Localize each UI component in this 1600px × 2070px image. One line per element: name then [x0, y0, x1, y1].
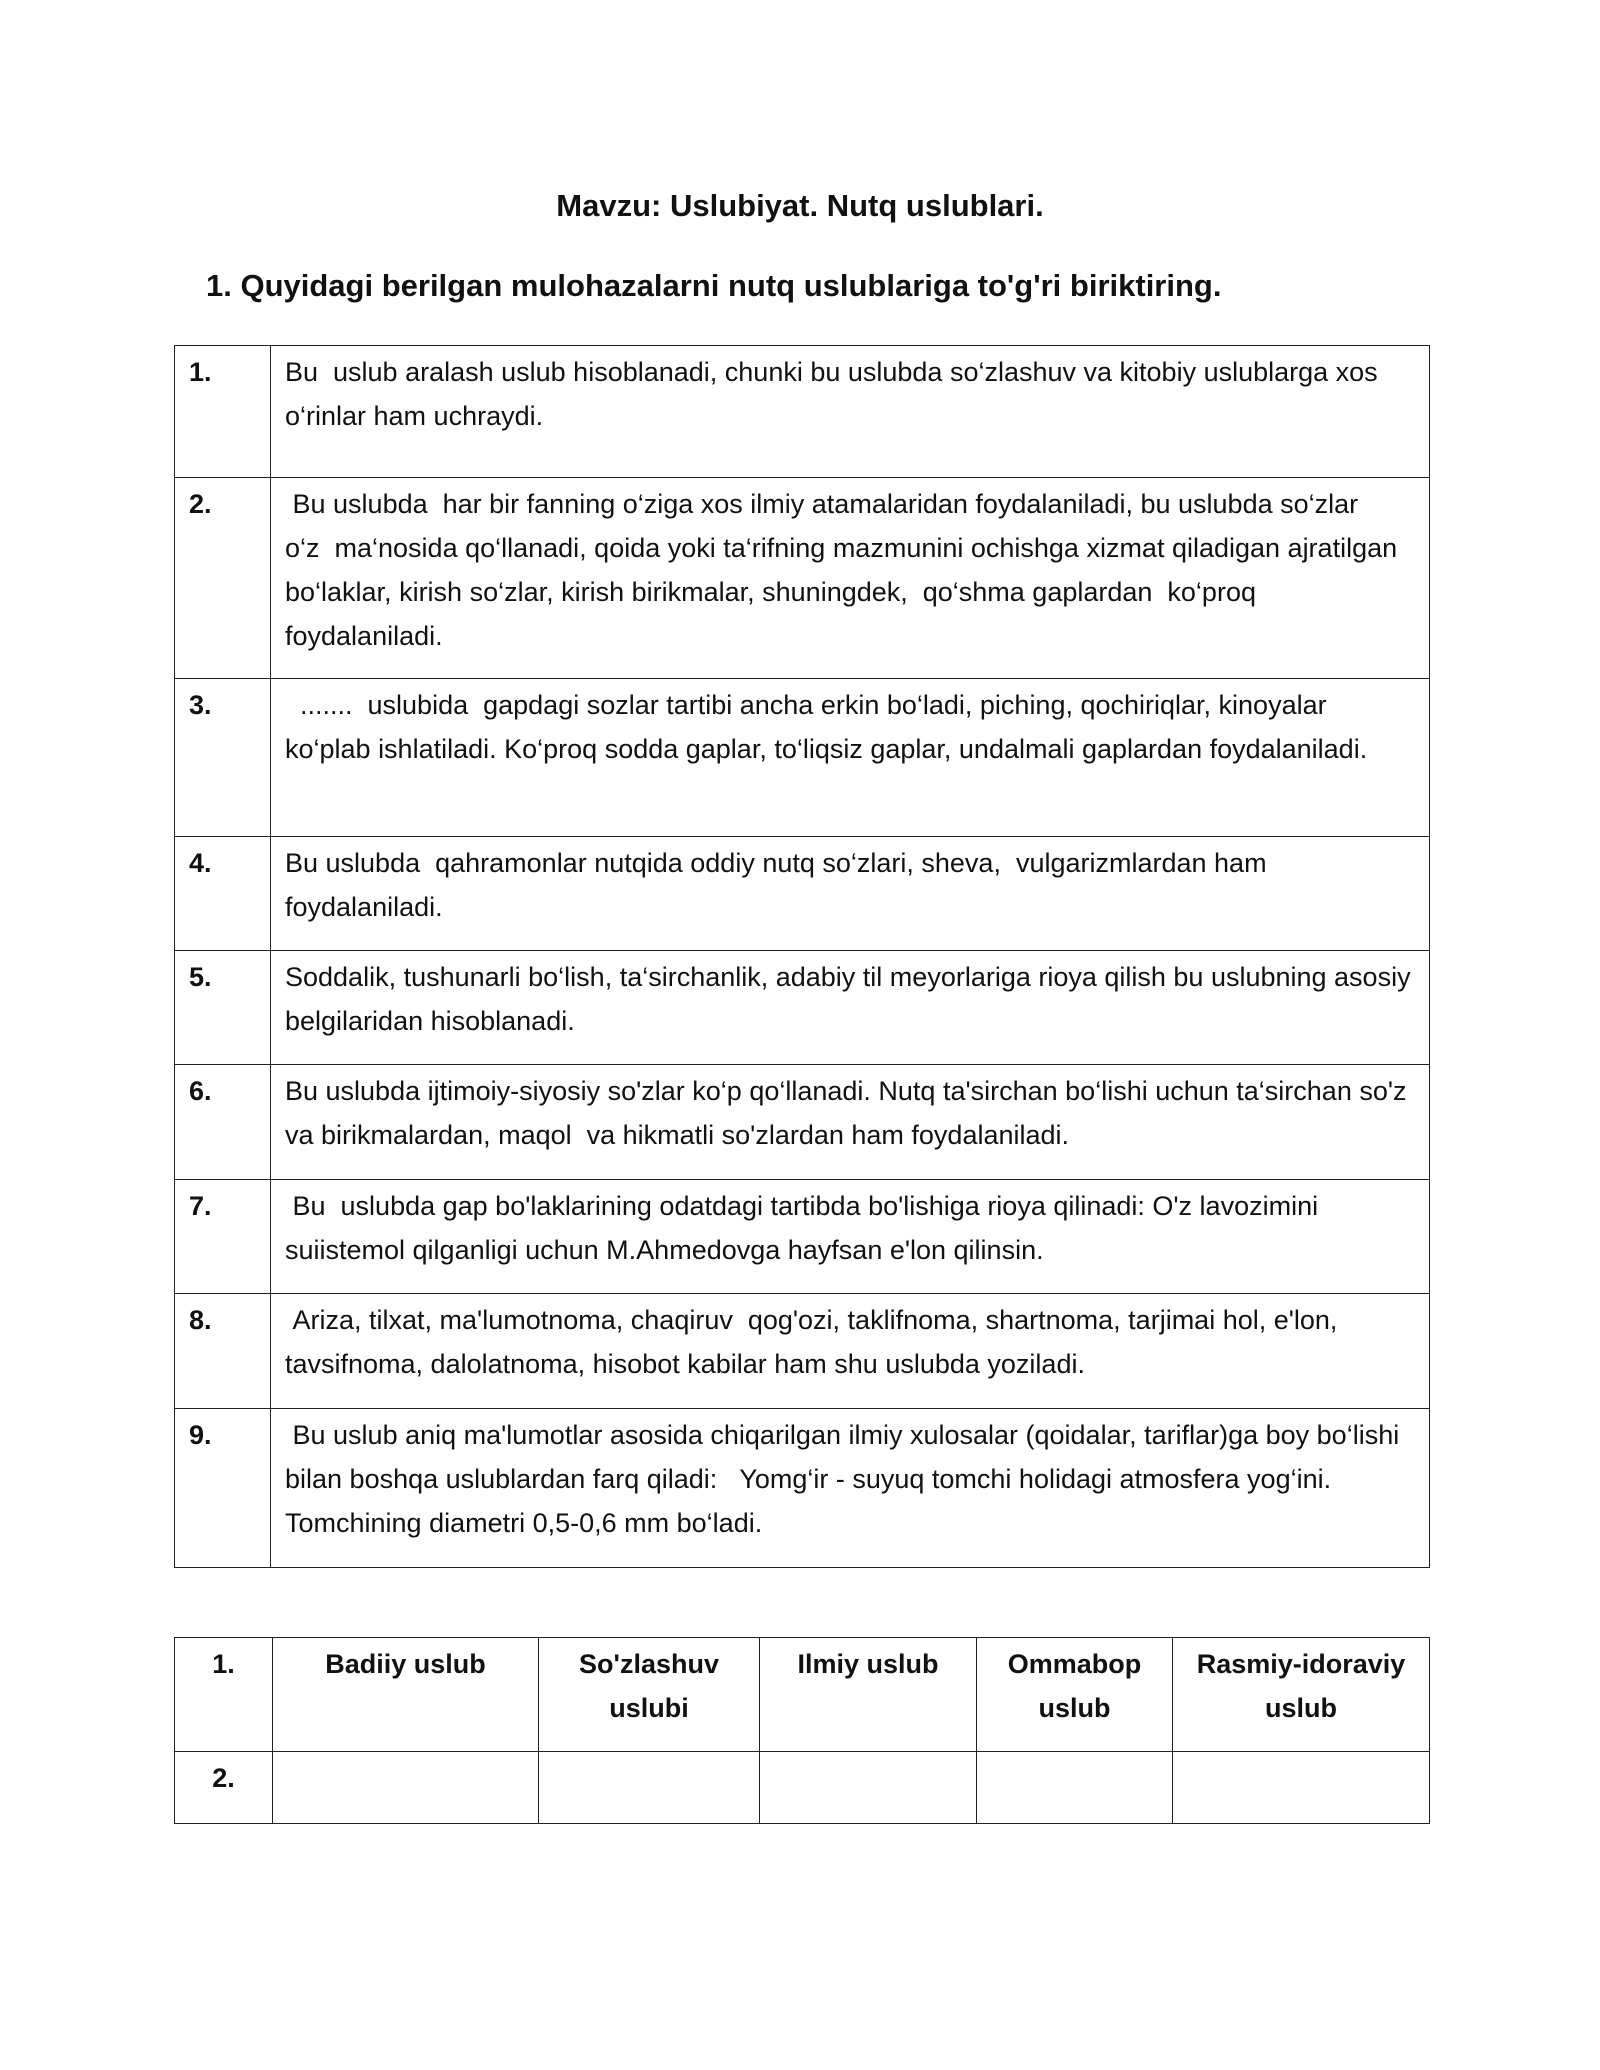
statement-text: Ariza, tilxat, ma'lumotnoma, chaqiruv qog'ozi, taklifnoma, shartnoma, tarjimai hol, e'lon, tavsifnoma, dalolatnoma, hisobot kabilar ham shu uslubda yoziladi.: [271, 1294, 1430, 1409]
answer-cell[interactable]: [977, 1752, 1173, 1824]
statement-text: Bu uslubda gap bo'laklarining odatdagi tartibda bo'lishiga rioya qilinadi: O'z lavozimini suiistemol qilganligi uchun M.Ahmedovga hayfsan e'lon qilinsin.: [271, 1180, 1430, 1294]
table-row: [175, 1752, 1430, 1824]
row-number: 4.: [175, 837, 271, 951]
style-header-ommabop: Ommabop uslub: [977, 1638, 1173, 1752]
answer-table: [174, 1637, 1430, 1824]
row-number: 7.: [175, 1180, 271, 1294]
table-row: [175, 478, 1430, 679]
table-row: [175, 1294, 1430, 1409]
statement-text: ....... uslubida gapdagi sozlar tartibi ancha erkin bo‘ladi, piching, qochiriqlar, kinoyalar ko‘plab ishlatiladi. Ko‘proq sodda gaplar, to‘liqsiz gaplar, undalmali gaplardan foydalaniladi.: [271, 679, 1430, 837]
answer-cell[interactable]: [1173, 1752, 1430, 1824]
statement-text: Bu uslub aniq ma'lumotlar asosida chiqarilgan ilmiy xulosalar (qoidalar, tariflar)ga boy bo‘lishi bilan boshqa uslublardan farq qiladi: Yomg‘ir - suyuq tomchi holidagi atmosfera yog‘ini. Tomchining diametri 0,5-0,6 mm bo‘ladi.: [271, 1409, 1430, 1568]
table-row: [175, 679, 1430, 837]
table-row: [175, 837, 1430, 951]
page-title: Mavzu: Uslubiyat. Nutq uslublari.: [556, 188, 1044, 223]
statement-text: Bu uslub aralash uslub hisoblanadi, chunki bu uslubda so‘zlashuv va kitobiy uslublarga xos o‘rinlar ham uchraydi.: [271, 346, 1430, 478]
table-row: [175, 1065, 1430, 1180]
statement-text: Soddalik, tushunarli bo‘lish, ta‘sirchanlik, adabiy til meyorlariga rioya qilish bu uslubning asosiy belgilaridan hisoblanadi.: [271, 951, 1430, 1065]
row-number: 5.: [175, 951, 271, 1065]
row-number: 2.: [175, 478, 271, 679]
table-row: [175, 1180, 1430, 1294]
task-instruction: 1. Quyidagi berilgan mulohazalarni nutq uslublariga to'g'ri biriktiring.: [206, 268, 1222, 303]
row-number: 2.: [175, 1752, 273, 1824]
table-row: [175, 1409, 1430, 1568]
style-header-sozlashuv: So'zlashuv uslubi: [539, 1638, 760, 1752]
row-number: 3.: [175, 679, 271, 837]
style-header-badiiy: Badiiy uslub: [273, 1638, 539, 1752]
table-row: [175, 346, 1430, 478]
style-header-rasmiy-idoraviy: Rasmiy-idoraviy uslub: [1173, 1638, 1430, 1752]
row-number: 1.: [175, 346, 271, 478]
row-number: 8.: [175, 1294, 271, 1409]
statement-text: Bu uslubda ijtimoiy-siyosiy so'zlar ko‘p qo‘llanadi. Nutq ta'sirchan bo‘lishi uchun ta‘sirchan so'z va birikmalardan, maqol va hikmatli so'zlardan ham foydalaniladi.: [271, 1065, 1430, 1180]
row-number: 6.: [175, 1065, 271, 1180]
row-number: 1.: [175, 1638, 273, 1752]
answer-cell[interactable]: [273, 1752, 539, 1824]
row-number: 9.: [175, 1409, 271, 1568]
statement-text: Bu uslubda har bir fanning o‘ziga xos ilmiy atamalaridan foydalaniladi, bu uslubda so‘zlar o‘z ma‘nosida qo‘llanadi, qoida yoki ta‘rifning mazmunini ochishga xizmat qiladigan ajratilgan bo‘laklar, kirish so‘zlar, kirish birikmalar, shuningdek, qo‘shma gaplardan ko‘proq foydalaniladi.: [271, 478, 1430, 679]
statements-table: [174, 345, 1430, 1568]
style-header-ilmiy: Ilmiy uslub: [760, 1638, 977, 1752]
answer-cell[interactable]: [760, 1752, 977, 1824]
answer-cell[interactable]: [539, 1752, 760, 1824]
statement-text: Bu uslubda qahramonlar nutqida oddiy nutq so‘zlari, sheva, vulgarizmlardan ham foydalaniladi.: [271, 837, 1430, 951]
table-row: [175, 1638, 1430, 1752]
table-row: [175, 951, 1430, 1065]
